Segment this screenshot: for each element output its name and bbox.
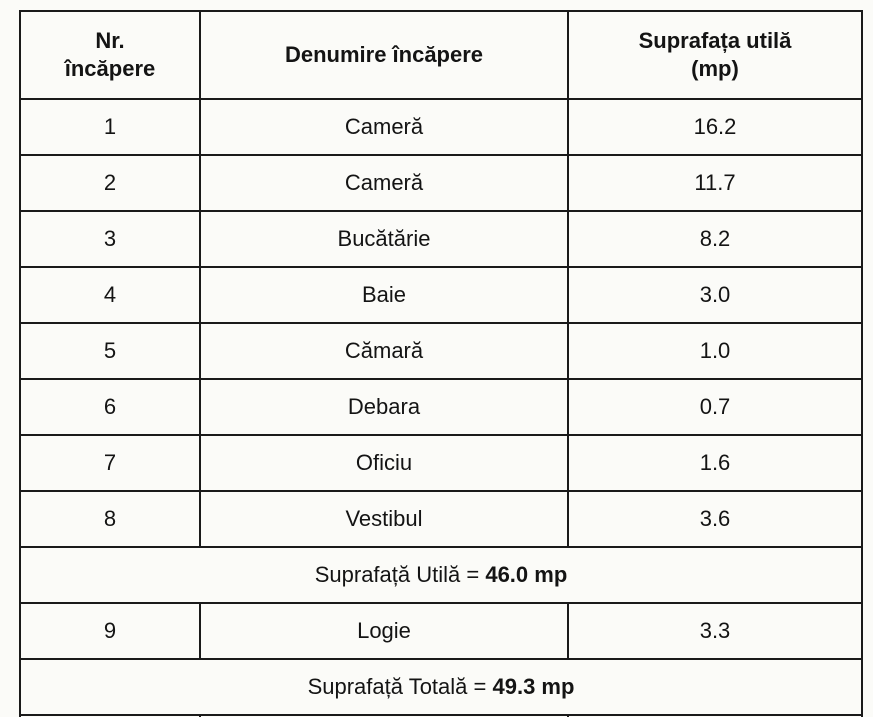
room-name: Cameră xyxy=(200,155,568,211)
room-number: 1 xyxy=(20,99,200,155)
room-name: Cameră xyxy=(200,99,568,155)
table-row xyxy=(20,155,862,211)
room-area: 0.7 xyxy=(568,379,862,435)
header-room-number-line2: încăpere xyxy=(64,56,156,81)
room-name: Bucătărie xyxy=(200,211,568,267)
room-name: Debara xyxy=(200,379,568,435)
room-area: 1.0 xyxy=(568,323,862,379)
total-area-value: 49.3 mp xyxy=(492,674,575,699)
useful-area-total-label: Suprafață Utilă = xyxy=(314,562,486,587)
room-number: 7 xyxy=(20,435,200,491)
room-name: Baie xyxy=(200,267,568,323)
room-name: Cămară xyxy=(200,323,568,379)
table-row xyxy=(20,99,862,155)
room-name: Oficiu xyxy=(200,435,568,491)
table-row xyxy=(20,267,862,323)
room-number: 9 xyxy=(20,603,200,659)
table-row xyxy=(20,435,862,491)
room-name: Logie xyxy=(200,603,568,659)
total-area-row xyxy=(20,659,862,715)
useful-area-total-cell xyxy=(20,547,862,603)
room-number: 5 xyxy=(20,323,200,379)
header-useful-area xyxy=(568,11,862,99)
room-area: 3.0 xyxy=(568,267,862,323)
header-room-name: Denumire încăpere xyxy=(200,11,568,99)
room-name: Vestibul xyxy=(200,491,568,547)
header-room-number-line1: Nr. xyxy=(95,28,125,53)
total-area-cell xyxy=(20,659,862,715)
header-useful-area-line1: Suprafața utilă xyxy=(638,28,792,53)
room-area: 3.6 xyxy=(568,491,862,547)
room-number: 8 xyxy=(20,491,200,547)
room-number: 3 xyxy=(20,211,200,267)
table-row xyxy=(20,491,862,547)
room-area-table-wrapper xyxy=(19,10,861,717)
header-row xyxy=(20,11,862,99)
table-row xyxy=(20,323,862,379)
room-number: 6 xyxy=(20,379,200,435)
table-row xyxy=(20,379,862,435)
useful-area-total-row xyxy=(20,547,862,603)
room-area: 1.6 xyxy=(568,435,862,491)
room-area: 8.2 xyxy=(568,211,862,267)
room-area: 11.7 xyxy=(568,155,862,211)
room-area: 16.2 xyxy=(568,99,862,155)
table-row xyxy=(20,603,862,659)
useful-area-total-value: 46.0 mp xyxy=(485,562,568,587)
header-useful-area-line2: (mp) xyxy=(691,56,739,81)
room-number: 2 xyxy=(20,155,200,211)
header-room-number xyxy=(20,11,200,99)
room-area: 3.3 xyxy=(568,603,862,659)
room-area-table xyxy=(19,10,863,717)
room-number: 4 xyxy=(20,267,200,323)
total-area-label: Suprafață Totală = xyxy=(307,674,493,699)
table-row xyxy=(20,211,862,267)
